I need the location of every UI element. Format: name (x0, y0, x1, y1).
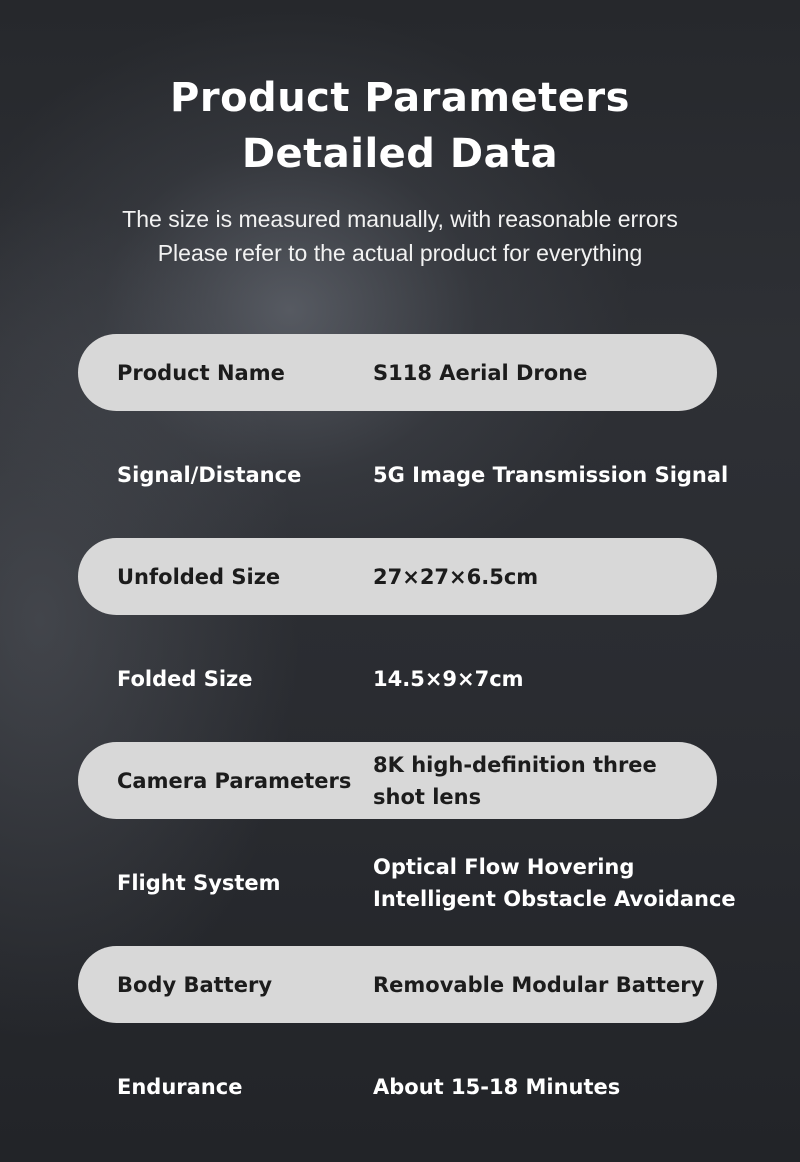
param-label: Flight System (117, 870, 281, 895)
param-row-endurance (0, 1048, 800, 1125)
param-row-product-name (0, 334, 800, 411)
param-value (373, 946, 773, 1023)
param-label: Folded Size (117, 666, 253, 691)
parameter-table (0, 334, 800, 1150)
param-row-flight-system (0, 844, 800, 921)
param-value (373, 640, 773, 717)
param-value (373, 742, 773, 819)
param-value-line: Removable Modular Battery (373, 972, 705, 997)
param-label: Camera Parameters (117, 768, 352, 793)
param-value (373, 334, 773, 411)
param-label: Unfolded Size (117, 564, 281, 589)
param-row-body-battery (0, 946, 800, 1023)
param-value-line-2: Intelligent Obstacle Avoidance (373, 886, 736, 911)
header (0, 70, 800, 270)
param-value-line-1: Optical Flow Hovering (373, 854, 635, 879)
param-row-camera-parameters (0, 742, 800, 819)
param-value-line: About 15-18 Minutes (373, 1074, 621, 1099)
param-label: Signal/Distance (117, 462, 302, 487)
param-row-unfolded-size (0, 538, 800, 615)
param-label: Body Battery (117, 972, 273, 997)
param-row-signal-distance (0, 436, 800, 513)
subtitle (0, 202, 800, 270)
param-value-line: S118 Aerial Drone (373, 360, 588, 385)
param-value (373, 538, 773, 615)
param-value-line-1: 8K high-definition three (373, 752, 657, 777)
param-value-line: 14.5×9×7cm (373, 666, 524, 691)
page-title-line-2: Detailed Data (241, 131, 559, 177)
page-title-line-1: Product Parameters (170, 75, 630, 121)
param-row-folded-size (0, 640, 800, 717)
param-label: Endurance (117, 1074, 243, 1099)
param-label: Product Name (117, 360, 285, 385)
subtitle-line-2: Please refer to the actual product for everything (157, 240, 643, 266)
param-value-line: 27×27×6.5cm (373, 564, 539, 589)
subtitle-line-1: The size is measured manually, with reasonable errors (122, 206, 678, 232)
param-value-line-2: shot lens (373, 784, 482, 809)
param-value (373, 436, 773, 513)
param-value (373, 844, 773, 921)
param-value-line: 5G Image Transmission Signal (373, 462, 729, 487)
param-value (373, 1048, 773, 1125)
